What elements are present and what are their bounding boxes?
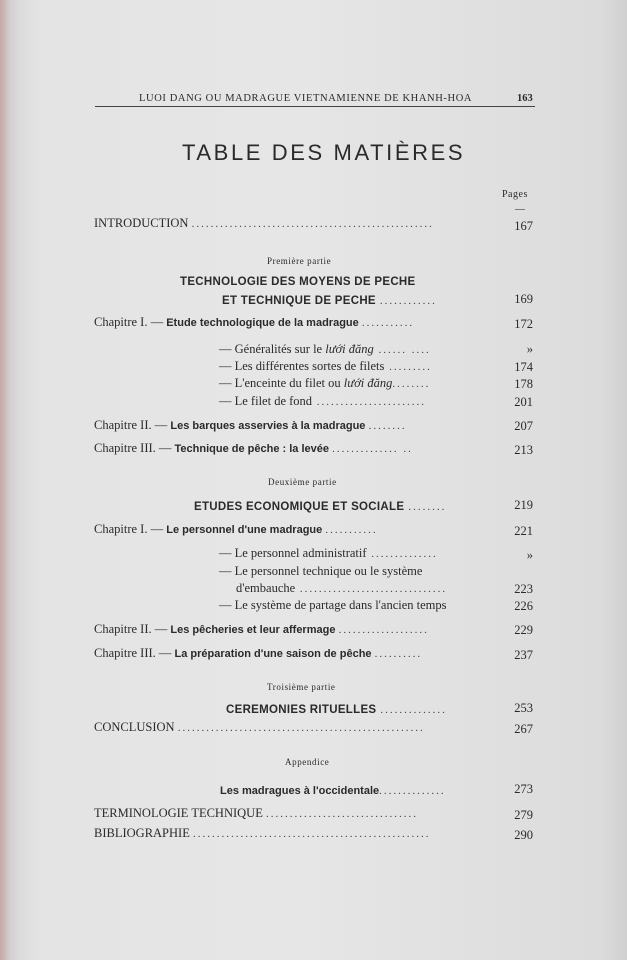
leader-dots: .............. .. [332, 443, 413, 455]
part-title-1-line1: TECHNOLOGIE DES MOYENS DE PECHE [180, 276, 416, 288]
entry-page: 201 [514, 395, 533, 409]
appendix-row [220, 781, 446, 799]
appendix-title: Les madragues à l'occidentale [220, 785, 380, 797]
entry-page: 226 [514, 599, 533, 613]
running-header: LUOI DANG OU MADRAGUE VIETNAMIENNE DE KHANH-HOA [139, 93, 473, 104]
section-item-line1: — Le personnel technique ou le système [219, 564, 423, 578]
leader-dots: .............. [380, 704, 447, 716]
section-item [219, 359, 432, 374]
chapter-2-3 [94, 646, 422, 661]
item-italic: lưới đăng [325, 342, 374, 356]
entry-label: TERMINOLOGIE TECHNIQUE [94, 806, 263, 820]
entry-page: 169 [514, 292, 533, 306]
chapter-1-3 [94, 441, 413, 456]
entry-page: 279 [514, 808, 533, 822]
entry-page: 213 [514, 443, 533, 457]
entry-page: 237 [514, 648, 533, 662]
chapter-title: Le personnel d'une madrague [166, 524, 323, 536]
entry-page: 178 [514, 377, 533, 391]
chapter-label: Chapitre II. — [94, 622, 168, 636]
entry-page: 253 [514, 701, 533, 715]
pages-dash: — [515, 204, 525, 215]
leader-dots: ............ [379, 295, 437, 307]
entry-page: 221 [514, 524, 533, 538]
leader-dots: ....................... [312, 396, 427, 408]
leader-dots: .................................................... [177, 722, 425, 734]
entry-page: 273 [514, 782, 533, 796]
chapter-label: Chapitre I. — [94, 522, 164, 536]
entry-page: » [526, 342, 533, 356]
item-text: — Le filet de fond [219, 394, 313, 408]
chapter-title: Les barques asservies à la madrague [170, 420, 366, 432]
item-text: — Le personnel administratif [219, 546, 367, 560]
entry-page: 229 [514, 623, 533, 637]
leader-dots: ........... [361, 317, 415, 329]
page-edge [0, 0, 18, 960]
pages-column-label [502, 189, 528, 200]
chapter-title: La préparation d'une saison de pêche [174, 648, 372, 660]
entry-page: 174 [514, 360, 533, 374]
appendix-heading: Appendice [285, 757, 330, 767]
entry-page: 219 [514, 498, 533, 512]
toc-entry-bibliographie [94, 826, 430, 841]
part-title-2-row [194, 497, 446, 515]
chapter-title: Les pêcheries et leur affermage [170, 624, 336, 636]
entry-label: CONCLUSION [94, 720, 175, 734]
part-title-3: CEREMONIES RITUELLES [226, 704, 377, 716]
leader-dots: .............. [366, 548, 438, 560]
toc-entry-conclusion [94, 720, 425, 735]
entry-page: 207 [514, 419, 533, 433]
chapter-title: Technique de pêche : la levée [174, 443, 329, 455]
entry-page: » [526, 548, 533, 562]
leader-dots: .......... [374, 648, 423, 660]
chapter-1-1 [94, 315, 414, 330]
section-item-line2 [236, 581, 447, 596]
leader-dots: ................................ [265, 808, 418, 820]
leader-dots: ........ [408, 501, 447, 513]
item-italic: lưới đăng [343, 376, 393, 390]
entry-page: 267 [514, 722, 533, 736]
chapter-label: Chapitre III. — [94, 441, 172, 455]
entry-label: BIBLIOGRAPHIE [94, 826, 190, 840]
leader-dots: ........ [392, 378, 431, 390]
leader-dots: ...... .... [373, 344, 431, 356]
chapter-2-2 [94, 622, 429, 637]
leader-dots: ........ [368, 420, 407, 432]
part-title-2: ETUDES ECONOMIQUE ET SOCIALE [194, 501, 405, 513]
part-heading-1: Première partie [267, 256, 332, 266]
item-text: — L'enceinte du filet ou [219, 376, 344, 390]
section-item [219, 376, 430, 391]
chapter-label: Chapitre II. — [94, 418, 168, 432]
part-heading-3: Troisième partie [267, 682, 336, 692]
item-text: — Les différentes sortes de filets [219, 359, 385, 373]
leader-dots: .................................................. [192, 828, 431, 840]
leader-dots: ........... [325, 524, 378, 536]
entry-page: 290 [514, 828, 533, 842]
leader-dots: ......... [384, 361, 432, 373]
header-rule [95, 106, 535, 107]
pages-label: Pages [502, 189, 528, 200]
leader-dots: ................................................... [191, 218, 434, 230]
part-heading-2: Deuxième partie [268, 477, 337, 487]
leader-dots: ................... [338, 624, 429, 636]
page-number: 163 [517, 93, 533, 104]
chapter-2-1 [94, 522, 378, 537]
leader-dots: .............. [379, 785, 446, 797]
leader-dots: ............................... [295, 583, 448, 595]
entry-page: 223 [514, 582, 533, 596]
toc-entry-introduction [94, 216, 434, 231]
item-text: — Généralités sur le [219, 342, 326, 356]
entry-page: 167 [514, 219, 533, 233]
part-title-1-line2: ET TECHNIQUE DE PECHE [222, 295, 376, 307]
section-item [219, 394, 426, 409]
chapter-label: Chapitre I. — [94, 315, 164, 329]
toc-entry-terminologie [94, 806, 418, 821]
chapter-title: Etude technologique de la madrague [166, 317, 359, 329]
chapter-label: Chapitre III. — [94, 646, 172, 660]
part-title-3-row [226, 700, 447, 718]
section-item [219, 342, 431, 357]
entry-page: 172 [514, 317, 533, 331]
chapter-1-2 [94, 418, 407, 433]
page-title: TABLE DES MATIÈRES [182, 140, 466, 165]
entry-label: INTRODUCTION [94, 216, 189, 230]
section-item [219, 546, 438, 561]
section-item: — Le système de partage dans l'ancien temps [219, 598, 447, 612]
part-title-1-line2-row [222, 291, 437, 309]
item-text: d'embauche [236, 581, 296, 595]
